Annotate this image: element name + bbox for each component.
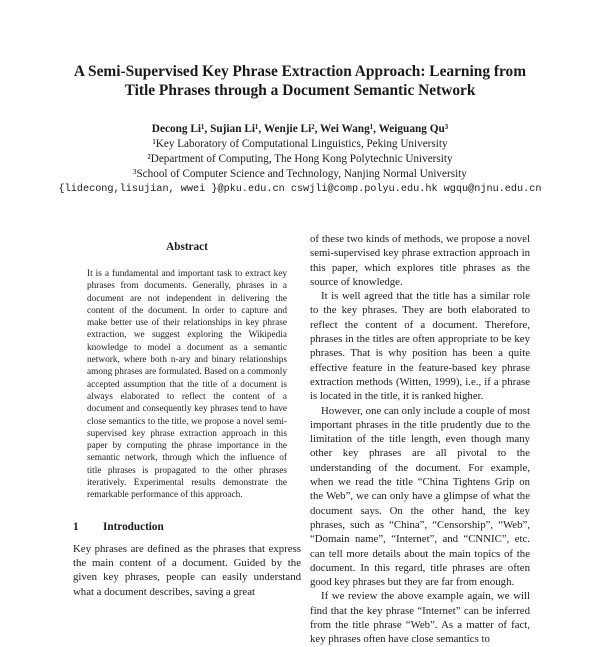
affiliations [40, 137, 560, 197]
affiliation-3: ³School of Computer Science and Technology, Nanjing Normal University [133, 168, 467, 180]
author-list [40, 122, 560, 137]
section-number: 1 [73, 520, 79, 533]
right-paragraph-2: It is well agreed that the title has a similar role to the key phrases. They are both elaborated to reflect the content of a document. Therefore, phrases in the titles are often appropriate to be key phrases. That is why position has been a quite effective feature in the feature-based key phrase extraction methods (Witten, 1999), i.e., if a phrase is located in the title, it is ranked higher. [310, 290, 530, 403]
abstract-heading: Abstract [166, 241, 208, 253]
right-paragraph-1: of these two kinds of methods, we propose a novel semi-supervised key phrase extraction approach in this paper, which explores title phrases as the source of knowledge. [310, 233, 530, 288]
section-title: Introduction [103, 520, 164, 533]
right-column [310, 232, 530, 647]
introduction-paragraph: Key phrases are defined as the phrases that express the main content of a document. Guided by the given key phrases, people can easily understand what a document describes, saving a great [73, 542, 301, 598]
paper-title [40, 62, 560, 100]
affiliation-2: ²Department of Computing, The Hong Kong Polytechnic University [147, 153, 453, 165]
introduction-heading [73, 520, 301, 534]
right-paragraph-4: If we review the above example again, we will find that the key phrase “Internet” can be inferred from the title phrase “Web”. As a matter of fact, key phrases often have close semantics to [310, 590, 530, 646]
authors-line: Decong Li¹, Sujian Li¹, Wenjie Li², Wei Wang¹, Weiguang Qu³ [151, 123, 449, 135]
author-emails: {lidecong,lisujian, wwei }@pku.edu.cn cswjli@comp.polyu.edu.hk wgqu@njnu.edu.cn [58, 184, 542, 195]
abstract-body: It is a fundamental and important task to extract key phrases from documents. Generally, phrases in a document are not independent in delivering the content of the document. In order to capture and make better use of their relationships in key phrase extraction, we suggest exploring the Wikipedia knowledge to model a document as a semantic network, where both n-ary and binary relationships among phrases are formulated. Based on a commonly accepted assumption that the title of a document is always elaborated to reflect the content of a document and consequently key phrases tend to have close semantics to the title, we propose a novel semi-supervised key phrase extraction approach in this paper by computing the phrase importance in the semantic network, through which the influence of title phrases is propagated to the other phrases iteratively. Experimental results demonstrate the remarkable performance of this approach. [87, 269, 287, 501]
paper-title-line-1: A Semi-Supervised Key Phrase Extraction Approach: Learning from [73, 63, 527, 80]
right-paragraph-3: However, one can only include a couple of most important phrases in the title prudently due to the limitation of the title length, even though many other key phrases are all pivotal to the understanding of the document. For example, when we read the title “China Tightens Grip on the Web”, we can only have a glimpse of what the document says. On the other hand, the key phrases, such as “China”, “Censorship”, “Web”, “Domain name”, “Internet”, and “CNNIC”, etc. can tell more details about the main topics of the document. In this regard, title phrases are often good key phrases but they are far from enough. [310, 404, 530, 589]
paper-title-line-2: Title Phrases through a Document Semantic Network [124, 82, 476, 99]
left-column [73, 240, 301, 599]
affiliation-1: ¹Key Laboratory of Computational Linguistics, Peking University [152, 138, 448, 150]
